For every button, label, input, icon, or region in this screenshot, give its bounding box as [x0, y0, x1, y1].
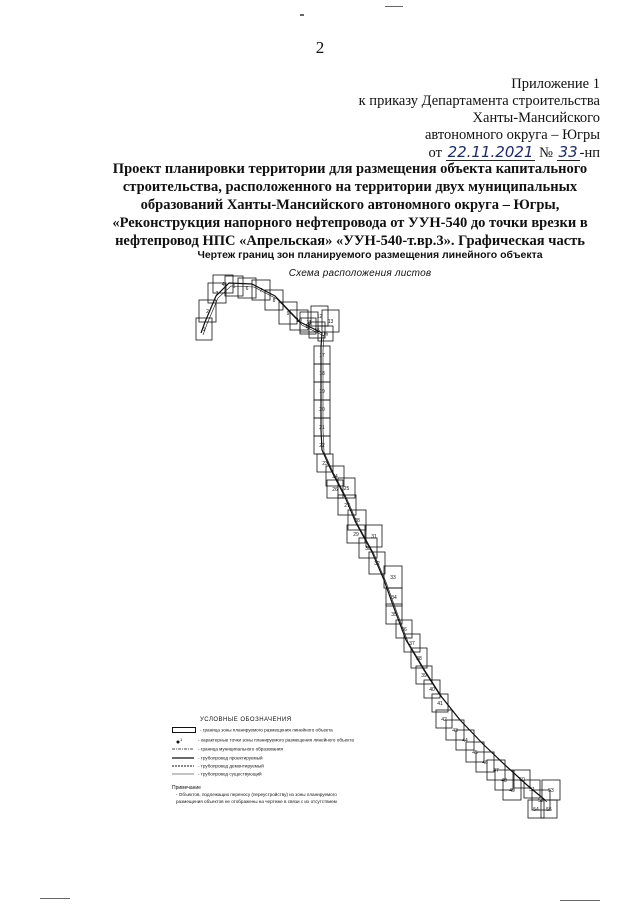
sheet-number-label: 22 — [319, 443, 325, 449]
sheet-number-label: 36 — [401, 627, 407, 633]
sheet-number-label: 38 — [416, 656, 422, 662]
legend-item-pipeline-dismantled: - трубопровод демонтируемый — [172, 763, 264, 771]
sheet-number-label: 55 — [546, 807, 552, 813]
sheet-number-label: 32 — [374, 561, 380, 567]
sheet-number-label: 28 — [354, 518, 360, 524]
number-handwritten: 33 — [558, 143, 578, 161]
sheet-number-label: 53 — [548, 788, 554, 794]
appendix-title: Приложение 1 — [511, 76, 600, 92]
sheet-number-label: 24 — [332, 474, 338, 480]
sheet-number-label: 21 — [319, 425, 325, 431]
sheet-number-label: 47 — [493, 768, 499, 774]
legend-item-zone-boundary: - граница зоны планируемого размещения линейного объекта — [172, 727, 333, 735]
sheet-number-label: 48 — [501, 778, 507, 784]
note-line: размещения объектов не отображены на чертеже в связи с их отсутствием — [176, 799, 337, 804]
sheet-number-label: 25 — [343, 486, 350, 492]
sheet-number-label: 23 — [322, 461, 328, 467]
sheet-number-label: 8 — [272, 298, 276, 304]
sheet-number-label: 34 — [391, 595, 397, 601]
zone-boundary-symbol — [172, 727, 196, 733]
sheet-number-label: 16 — [322, 331, 329, 338]
appendix-line: к приказу Департамента строительства — [358, 93, 600, 109]
sheet-number-label: 11 — [306, 320, 312, 326]
sheet-number-label: 27 — [344, 503, 350, 509]
legend-title: УСЛОВНЫЕ ОБОЗНАЧЕНИЯ — [200, 717, 292, 723]
sheet-number-label: 50 — [519, 777, 525, 783]
svg-text:1: 1 — [180, 737, 183, 742]
title-line: «Реконструкция напорного нефтепровода от УУН-540 до точки врезки в — [112, 215, 588, 231]
sheet-number-label: 3 — [215, 291, 219, 297]
sheet-number-label: 35 — [391, 612, 397, 618]
title-line: Проект планировки территории для размещения объекта капитального — [112, 161, 588, 177]
date-prefix: от — [428, 145, 442, 161]
existing-pipeline-symbol — [172, 771, 194, 777]
sheet-number-label: 13 — [327, 319, 334, 325]
legend-item-characteristic-points: 1 - характерные точки зоны планируемого размещения линейного объекта — [172, 737, 354, 745]
sheet-number-label: 4 — [221, 282, 225, 288]
sheet-number-label: 2 — [206, 309, 209, 315]
legend-item-municipal-boundary: - граница муниципального образования — [172, 746, 283, 754]
sheet-number-label: 42 — [441, 717, 447, 723]
sheet-number-label: 52 — [538, 798, 544, 804]
appendix-line: Ханты-Мансийского — [472, 110, 600, 126]
sheet-number-label: 51 — [529, 787, 535, 793]
number-prefix: № — [539, 145, 553, 161]
sheet-number-label: 31 — [371, 534, 377, 540]
sheet-number-label: 19 — [319, 389, 325, 395]
note-line: - Объектов, подлежащих переносу (переустройству) из зоны планируемого — [176, 792, 337, 797]
appendix-line: автономного округа – Югры — [424, 127, 600, 143]
title-line: образований Ханты-Мансийского автономного округа – Югры, — [140, 197, 560, 213]
sheet-number-label: 39 — [421, 673, 427, 679]
sheet-number-label: 26 — [332, 487, 338, 493]
sheet-number-label: 5 — [232, 284, 236, 290]
number-suffix: -нп — [579, 145, 600, 161]
pipeline-route-existing — [203, 286, 547, 802]
sheet-number-label: 9 — [286, 311, 290, 317]
title-line: строительства, расположенного на территории двух муниципальных — [122, 179, 578, 195]
sheet-number-label: 49 — [509, 788, 515, 794]
sheet-number-label: 15 — [314, 328, 320, 334]
sheet-number-label: 45 — [472, 750, 478, 756]
sheet-number-label: 17 — [319, 353, 325, 359]
sheet-number-label: 10 — [296, 318, 302, 324]
sheet-number-label: 7 — [259, 288, 263, 294]
sheet-number-label: 6 — [245, 286, 249, 292]
sheet-number-label: 41 — [437, 701, 443, 707]
municipal-boundary-symbol — [172, 746, 194, 752]
sheet-number-label: 20 — [319, 407, 325, 413]
legend-item-pipeline-existing: - трубопровод существующий — [172, 771, 262, 779]
scheme-title: Схема расположения листов — [288, 268, 432, 279]
sheet-number-label: 44 — [462, 738, 468, 744]
sheet-number-label: 29 — [353, 532, 359, 538]
sheet-number-label: 18 — [319, 371, 325, 377]
sheet-number-label: 46 — [482, 760, 488, 766]
projected-pipeline-symbol — [172, 755, 194, 761]
drawing-title: Чертеж границ зон планируемого размещения линейного объекта — [197, 249, 543, 261]
date-handwritten: 22.11.2021 — [447, 143, 534, 161]
sheet-number-label: 37 — [409, 641, 415, 647]
sheet-number-label: 12 — [316, 314, 323, 320]
sheet-number-label: 40 — [429, 687, 435, 693]
dismantled-pipeline-symbol — [172, 763, 194, 769]
sheet-number-label: 43 — [452, 728, 458, 734]
page-number: 2 — [315, 38, 325, 57]
sheet-number-label: 30 — [365, 546, 371, 552]
sheet-number-label: 1 — [202, 327, 206, 333]
point-marker-symbol — [172, 737, 194, 743]
note-title: Примечание — [172, 785, 201, 791]
legend-item-pipeline-projected: - трубопровод проектируемый — [172, 755, 263, 763]
scan-artifact — [560, 900, 600, 901]
scan-artifact — [40, 898, 70, 899]
title-line: нефтепровод НПС «Апрельская» «УУН-540-т.вр.3». Графическая часть — [115, 233, 585, 249]
sheet-number-label: 54 — [533, 807, 539, 813]
sheet-number-label: 33 — [390, 575, 396, 581]
sheet-number-label: 14 — [305, 324, 311, 330]
